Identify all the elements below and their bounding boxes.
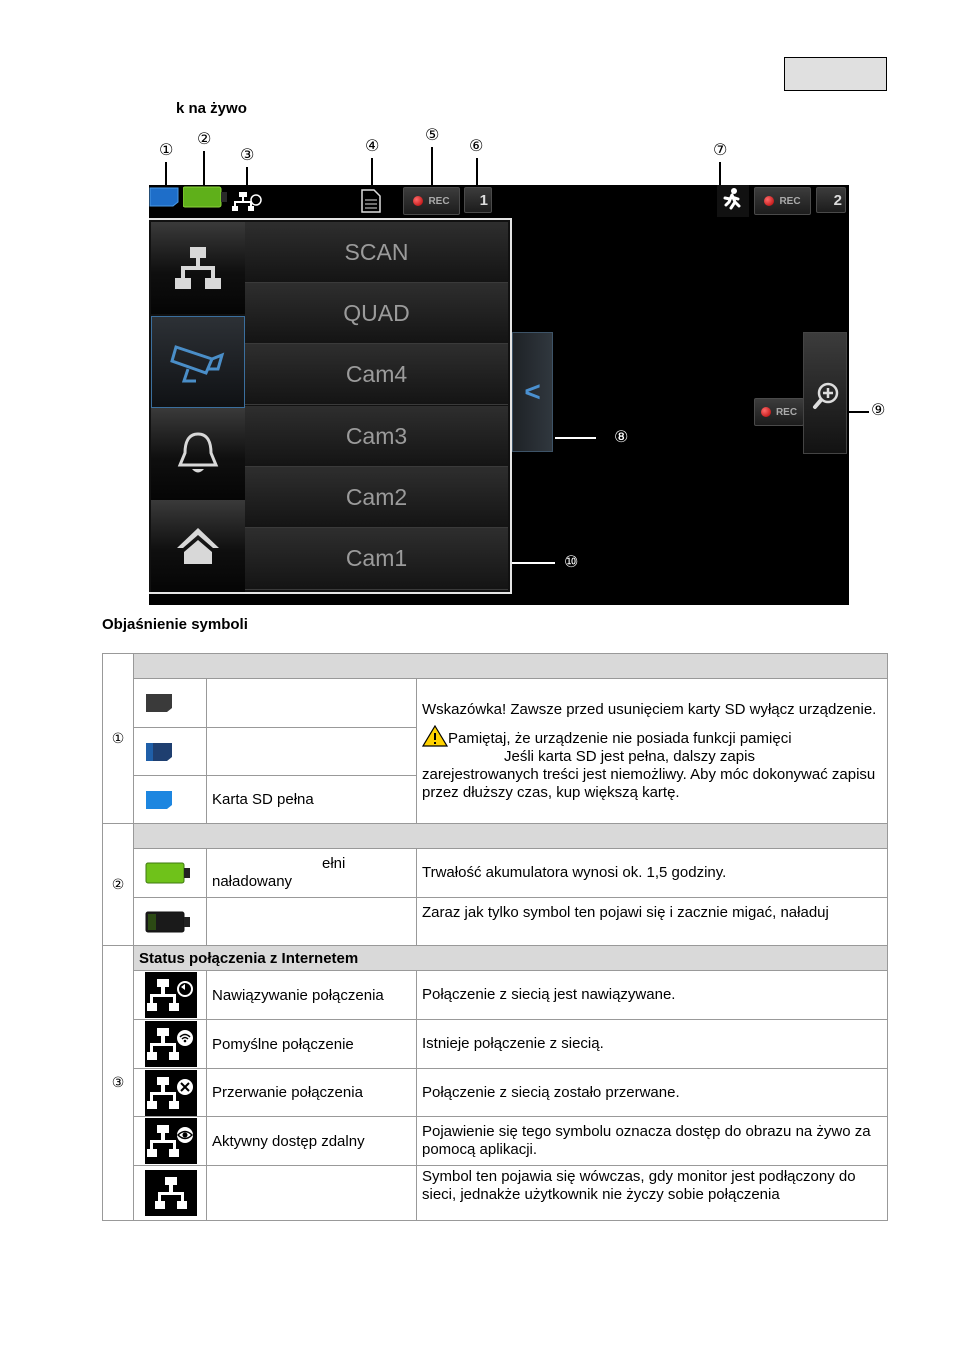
sd-note-1: Wskazówka! Zawsze przed usunięciem karty SD wyłącz urządzenie. <box>422 700 877 718</box>
network-label-5 <box>207 1166 417 1221</box>
network-desc-1: Połączenie z siecią jest nawiązywane. <box>417 971 888 1020</box>
callout-3: ③ <box>240 145 255 164</box>
menu-item-quad[interactable]: QUAD <box>245 283 508 344</box>
channel-1-button[interactable] <box>464 187 492 213</box>
home-icon <box>175 524 221 568</box>
channel-2-label: 2 <box>833 191 842 209</box>
battery-full-icon <box>145 861 193 885</box>
sd-card-empty-icon <box>145 693 173 713</box>
callout-4: ④ <box>365 136 380 155</box>
network-icon-cell-2 <box>134 1020 207 1069</box>
network-eye-icon <box>147 1121 195 1161</box>
menu-network-button[interactable] <box>151 222 245 314</box>
callout-2-line <box>203 151 205 185</box>
callout-5: ⑤ <box>425 125 440 144</box>
sd-note-2: Pamiętaj, że urządzenie nie posiada funkcji pamięci <box>448 729 792 747</box>
rec-dot-icon <box>764 196 774 206</box>
camera-icon <box>170 339 226 385</box>
symbol-table <box>102 653 888 1221</box>
callout-1-line <box>165 162 167 185</box>
callout-1: ① <box>159 140 174 159</box>
menu-alarm-button[interactable] <box>151 408 245 500</box>
warning-icon <box>422 725 448 747</box>
battery-icon-cell-2 <box>134 898 207 946</box>
network-icon-cell-3 <box>134 1069 207 1117</box>
menu-item-cam2[interactable]: Cam2 <box>245 467 508 528</box>
battery-label-2 <box>207 898 417 946</box>
network-icon-cell-1 <box>134 971 207 1020</box>
battery-desc-1: Trwałość akumulatora wynosi ok. 1,5 godziny. <box>417 849 888 898</box>
collapse-menu-button[interactable] <box>512 332 553 452</box>
sd-label-2 <box>207 728 417 776</box>
network-icon <box>173 245 223 291</box>
battery-label-1b: naładowany <box>212 873 293 890</box>
sd-label-3: Karta SD pełna <box>207 776 417 824</box>
network-plain-icon <box>151 1173 191 1213</box>
zoom-button[interactable] <box>803 332 847 454</box>
callout-2: ② <box>197 129 212 148</box>
rec-label: REC <box>779 195 801 207</box>
battery-desc-2: Zaraz jak tylko symbol ten pojawi się i zacznie migać, naładuj <box>417 898 888 946</box>
network-row-number: ③ <box>103 946 134 1221</box>
sd-note-4: zarejestrowanych treści jest niemożliwy. Aby móc dokonywać zapisu przez dłuższy czas, kup większą kartę. <box>422 765 876 801</box>
network-label-3: Przerwanie połączenia <box>207 1069 417 1117</box>
sd-icon-cell-3 <box>134 776 207 824</box>
callout-7: ⑦ <box>713 140 728 159</box>
sd-card-full-icon <box>145 790 173 810</box>
callout-8-line <box>555 437 596 439</box>
channel-2-button[interactable] <box>816 187 846 213</box>
callout-4-line <box>371 158 373 185</box>
network-label-4: Aktywny dostęp zdalny <box>207 1117 417 1166</box>
callout-10: ⑩ <box>564 552 579 571</box>
rec-button-2[interactable] <box>754 187 811 215</box>
network-header: Status połączenia z Internetem <box>134 946 888 971</box>
network-desc-5: Symbol ten pojawia się wówczas, gdy monitor jest podłączony do sieci, jednakże użytkownik nie życzy sobie połączenia <box>417 1166 888 1221</box>
callout-8: ⑧ <box>614 427 629 446</box>
section-heading: k na żywo <box>176 100 247 117</box>
callout-9-line <box>848 411 869 413</box>
chevron-left-icon: < <box>524 376 541 407</box>
rec-button-1[interactable] <box>403 187 460 215</box>
battery-label-1a: ełni <box>322 855 346 872</box>
network-sync-icon <box>147 975 195 1015</box>
sd-card-icon <box>149 187 179 207</box>
side-rec-button[interactable] <box>754 398 804 426</box>
header-box <box>784 57 887 91</box>
network-desc-3: Połączenie z siecią zostało przerwane. <box>417 1069 888 1117</box>
rec-label: REC <box>428 195 450 207</box>
side-menu <box>149 218 512 594</box>
network-wifi-icon <box>147 1024 195 1064</box>
menu-item-cam3[interactable]: Cam3 <box>245 406 508 467</box>
callout-3-line <box>246 167 248 185</box>
menu-item-cam1[interactable]: Cam1 <box>245 528 508 590</box>
side-rec-label: REC <box>775 406 798 418</box>
live-view-screen <box>149 185 849 605</box>
battery-header <box>134 824 888 849</box>
bell-icon <box>176 431 220 477</box>
rec-dot-icon <box>413 196 423 206</box>
legend-heading: Objaśnienie symboli <box>102 616 248 633</box>
document-icon[interactable] <box>359 189 383 213</box>
menu-item-scan[interactable]: SCAN <box>245 222 508 283</box>
callout-6-line <box>476 158 478 185</box>
network-icon-cell-4 <box>134 1117 207 1166</box>
network-desc-2: Istnieje połączenie z siecią. <box>417 1020 888 1069</box>
sd-description <box>417 679 888 824</box>
callout-5-line <box>431 147 433 185</box>
network-sync-icon <box>232 191 262 213</box>
sd-card-partial-icon <box>145 742 173 762</box>
sd-note-3: Jeśli karta SD jest pełna, dalszy zapis <box>504 747 755 765</box>
network-desc-4: Pojawienie się tego symbolu oznacza dostęp do obrazu na żywo za pomocą aplikacji. <box>417 1117 888 1166</box>
battery-label-1 <box>207 849 417 898</box>
zoom-in-icon <box>804 333 846 453</box>
battery-low-icon <box>145 910 193 934</box>
sd-note-2-wrap <box>422 725 882 748</box>
battery-icon-cell-1 <box>134 849 207 898</box>
channel-1-label: 1 <box>479 191 488 209</box>
battery-icon <box>183 186 229 208</box>
motion-icon[interactable] <box>717 185 749 217</box>
menu-camera-button[interactable] <box>151 316 245 408</box>
sd-header <box>134 654 888 679</box>
network-label-1: Nawiązywanie połączenia <box>207 971 417 1020</box>
rec-dot-icon <box>761 407 771 417</box>
sd-icon-cell-2 <box>134 728 207 776</box>
sd-icon-cell-1 <box>134 679 207 728</box>
sd-row-number: ① <box>103 654 134 824</box>
menu-item-cam4[interactable]: Cam4 <box>245 344 508 405</box>
callout-10-line <box>512 562 555 564</box>
network-error-icon <box>147 1073 195 1113</box>
network-label-2: Pomyślne połączenie <box>207 1020 417 1069</box>
callout-7-line <box>719 162 721 185</box>
callout-9: ⑨ <box>871 400 886 419</box>
sd-label-1 <box>207 679 417 728</box>
menu-home-button[interactable] <box>151 500 245 592</box>
network-icon-cell-5 <box>134 1166 207 1221</box>
battery-row-number: ② <box>103 824 134 946</box>
callout-6: ⑥ <box>469 136 484 155</box>
